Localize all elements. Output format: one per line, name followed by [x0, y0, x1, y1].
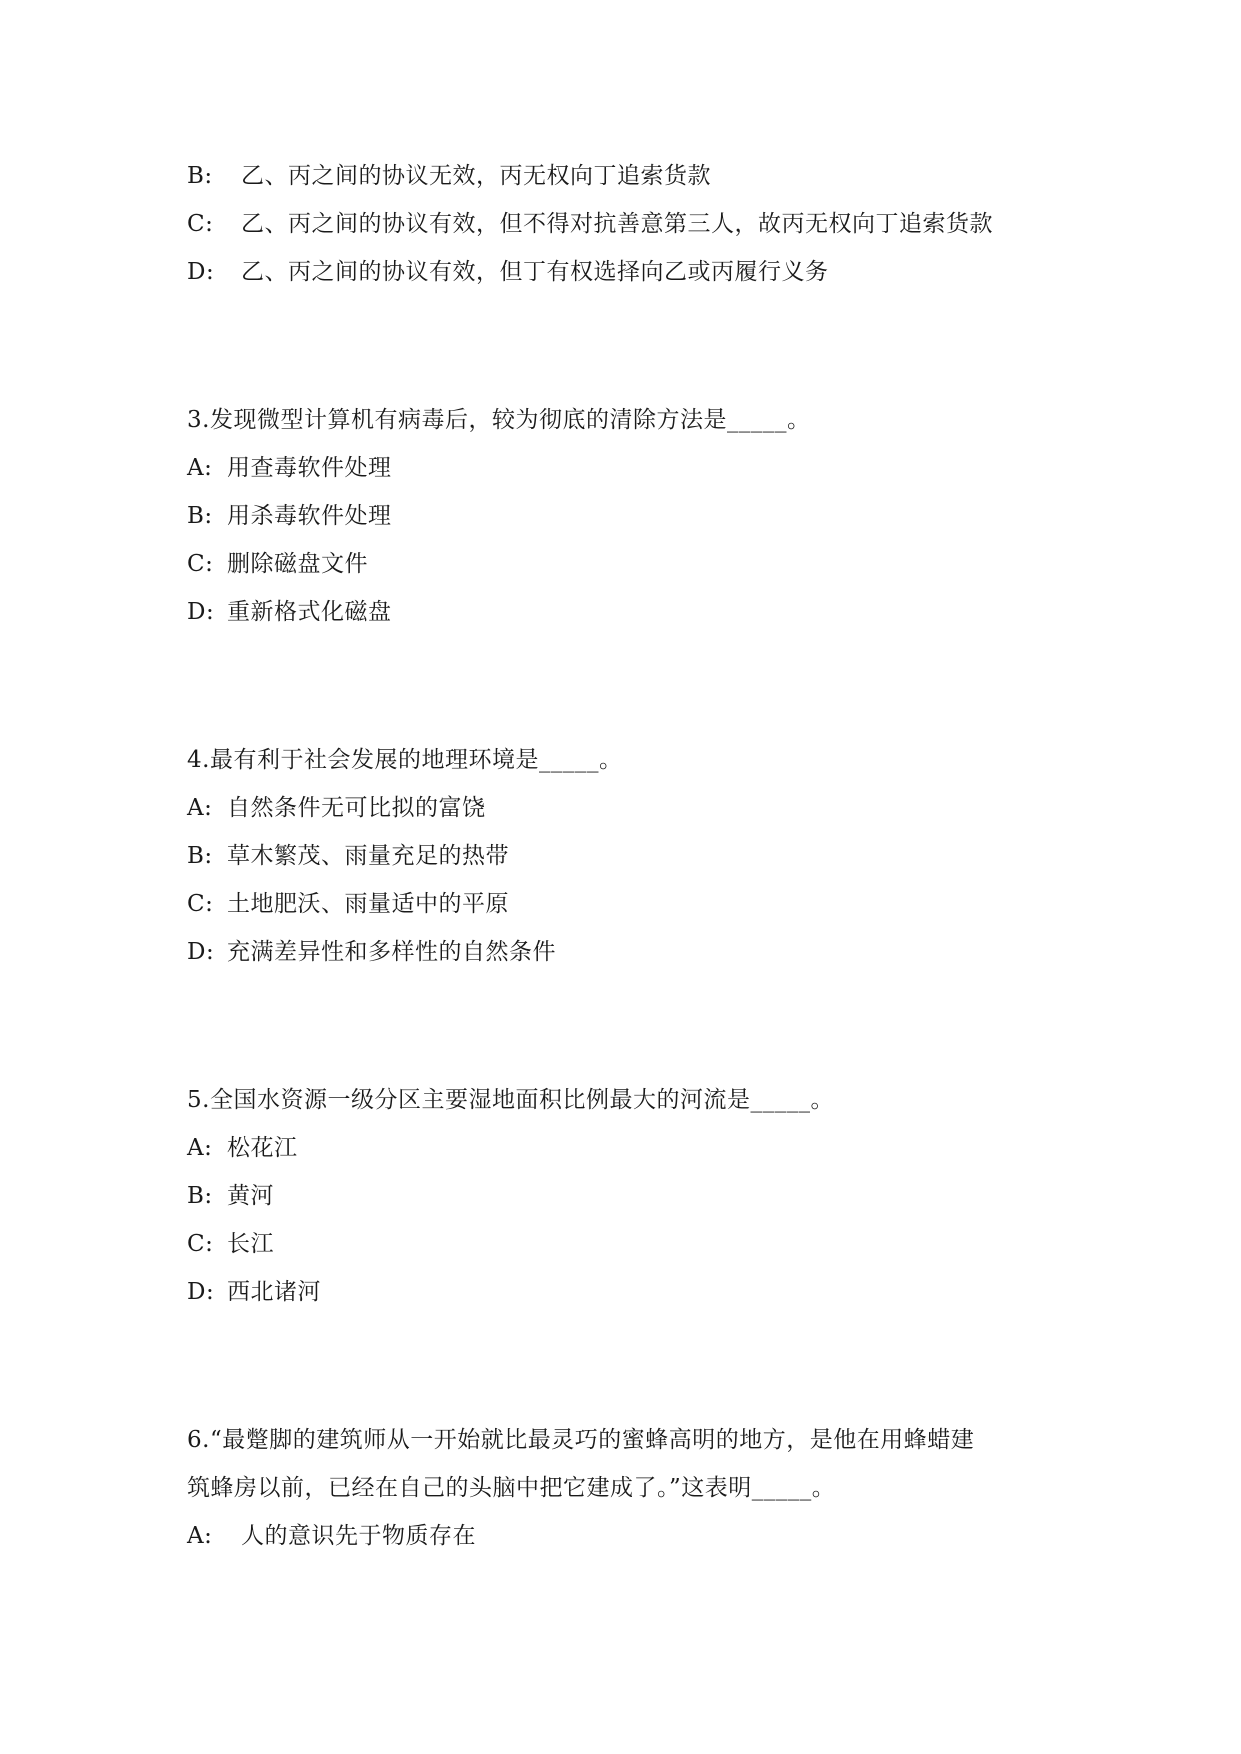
q4-option-b — [187, 841, 509, 871]
q4-option-c — [187, 889, 509, 919]
option-text: 自然条件无可比拟的富饶 — [227, 795, 486, 821]
option-key: B: — [187, 843, 213, 869]
option-text: 西北诸河 — [227, 1279, 321, 1305]
option-text: 重新格式化磁盘 — [227, 599, 392, 625]
option-key: D: — [187, 599, 215, 625]
q4-stem: 4.最有利于社会发展的地理环境是_____。 — [187, 747, 623, 773]
option-key: A: — [187, 1523, 213, 1549]
q5-option-b — [187, 1181, 274, 1211]
option-text: 乙、丙之间的协议有效，但不得对抗善意第三人，故丙无权向丁追索货款 — [241, 211, 993, 237]
option-text: 乙、丙之间的协议无效，丙无权向丁追索货款 — [241, 163, 711, 189]
q5-option-d — [187, 1277, 321, 1307]
q5-stem: 5.全国水资源一级分区主要湿地面积比例最大的河流是_____。 — [187, 1087, 834, 1113]
option-text: 用查毒软件处理 — [227, 455, 392, 481]
option-text: 删除磁盘文件 — [227, 551, 368, 577]
q2-option-d — [187, 257, 829, 287]
q5-option-c — [187, 1229, 274, 1259]
q2-option-c — [187, 209, 993, 239]
option-key: C: — [187, 211, 214, 237]
option-key: A: — [187, 795, 213, 821]
option-text: 用杀毒软件处理 — [227, 503, 392, 529]
option-key: A: — [187, 1135, 213, 1161]
q3-option-d — [187, 597, 392, 627]
q3-option-b — [187, 501, 392, 531]
q5-option-a — [187, 1133, 298, 1163]
option-key: D: — [187, 1279, 215, 1305]
q4-option-a — [187, 793, 486, 823]
option-text: 土地肥沃、雨量适中的平原 — [227, 891, 509, 917]
q3-option-a — [187, 453, 392, 483]
q6-stem-line-2: 筑蜂房以前，已经在自己的头脑中把它建成了。”这表明_____。 — [187, 1475, 836, 1501]
option-key: C: — [187, 1231, 214, 1257]
option-key: C: — [187, 891, 214, 917]
q4-option-d — [187, 937, 556, 967]
option-text: 松花江 — [227, 1135, 298, 1161]
option-key: A: — [187, 455, 213, 481]
option-text: 黄河 — [227, 1183, 274, 1209]
option-text: 草木繁茂、雨量充足的热带 — [227, 843, 509, 869]
option-key: D: — [187, 939, 215, 965]
option-key: B: — [187, 503, 213, 529]
option-text: 长江 — [227, 1231, 274, 1257]
option-text: 人的意识先于物质存在 — [241, 1523, 476, 1549]
option-text: 充满差异性和多样性的自然条件 — [227, 939, 556, 965]
option-key: B: — [187, 1183, 213, 1209]
option-key: D: — [187, 259, 215, 285]
option-key: B: — [187, 163, 213, 189]
option-text: 乙、丙之间的协议有效，但丁有权选择向乙或丙履行义务 — [241, 259, 829, 285]
q2-option-b — [187, 161, 711, 191]
option-key: C: — [187, 551, 214, 577]
q6-stem-line-1: 6.“最蹩脚的建筑师从一开始就比最灵巧的蜜蜂高明的地方，是他在用蜂蜡建 — [187, 1427, 975, 1453]
q3-stem: 3.发现微型计算机有病毒后，较为彻底的清除方法是_____。 — [187, 407, 811, 433]
q6-option-a — [187, 1521, 476, 1551]
q3-option-c — [187, 549, 368, 579]
